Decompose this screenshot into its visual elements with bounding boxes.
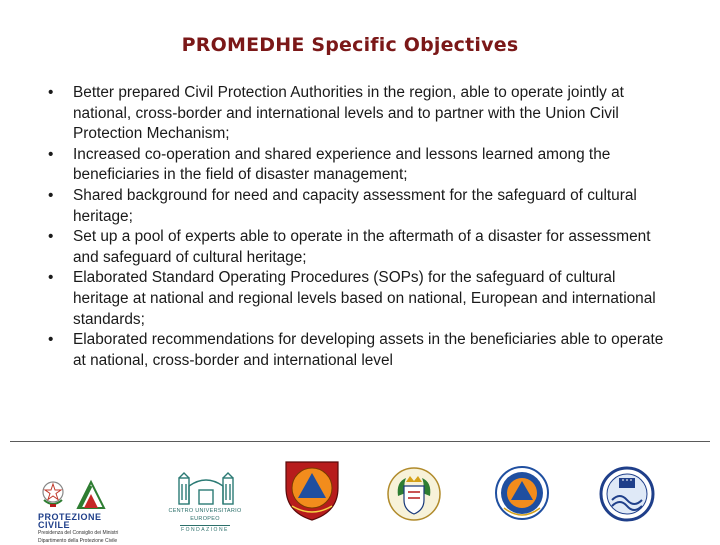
protezione-civile-caption xyxy=(38,513,134,545)
list-item xyxy=(48,145,668,186)
objective-text: Set up a pool of experts able to operate in the aftermath of a disaster for assessment and safeguard of cultural heritage; xyxy=(73,228,651,266)
list-item xyxy=(48,227,668,268)
list-item xyxy=(48,186,668,227)
fire-rescue-emblem-icon xyxy=(598,466,656,522)
bullet: • xyxy=(48,145,54,163)
slide-title: PROMEDHE Specific Objectives xyxy=(181,34,519,56)
objectives-list xyxy=(48,83,668,371)
footer-divider xyxy=(10,441,710,442)
centro-universitario-icon xyxy=(175,470,237,506)
civil-protection-blue-icon xyxy=(494,464,550,522)
list-item xyxy=(48,83,668,145)
coat-of-arms-icon xyxy=(386,466,442,522)
italian-republic-emblem-icon xyxy=(40,478,66,510)
objective-text: Elaborated recommendations for developing assets in the beneficiaries able to operate at national, cross-border and international level xyxy=(73,331,664,369)
centro-universitario-caption xyxy=(160,507,250,534)
civil-protection-emblem-icon xyxy=(282,458,342,522)
bullet: • xyxy=(48,228,54,246)
centro-universitario-subtitle: FONDAZIONE xyxy=(181,527,229,533)
objective-text: Better prepared Civil Protection Authorities in the region, able to operate jointly at national, cross-border and international levels and to partner with the Union Civil Protection Mechanism; xyxy=(73,84,624,143)
bullet: • xyxy=(48,84,54,101)
protezione-civile-name: PROTEZIONE CIVILE xyxy=(38,512,102,530)
protezione-civile-subtitle: Presidenza del Consiglio dei Ministri Dipartimento della Protezione Civile xyxy=(38,530,119,544)
bullet: • xyxy=(48,269,54,287)
list-item xyxy=(48,330,668,371)
protezione-civile-icon xyxy=(74,476,108,510)
list-item xyxy=(48,268,668,330)
objective-text: Elaborated Standard Operating Procedures (SOPs) for the safeguard of cultural heritage at national and regional levels based on national, European and international standards; xyxy=(73,269,656,328)
centro-universitario-name: CENTRO UNIVERSITARIO EUROPEO xyxy=(168,508,242,522)
objective-text: Increased co-operation and shared experience and lessons learned among the beneficiaries in the field of disaster management; xyxy=(73,145,611,184)
bullet: • xyxy=(48,331,54,349)
objective-text: Shared background for need and capacity assessment for the safeguard of cultural heritage; xyxy=(73,186,637,225)
bullet: • xyxy=(48,186,54,204)
